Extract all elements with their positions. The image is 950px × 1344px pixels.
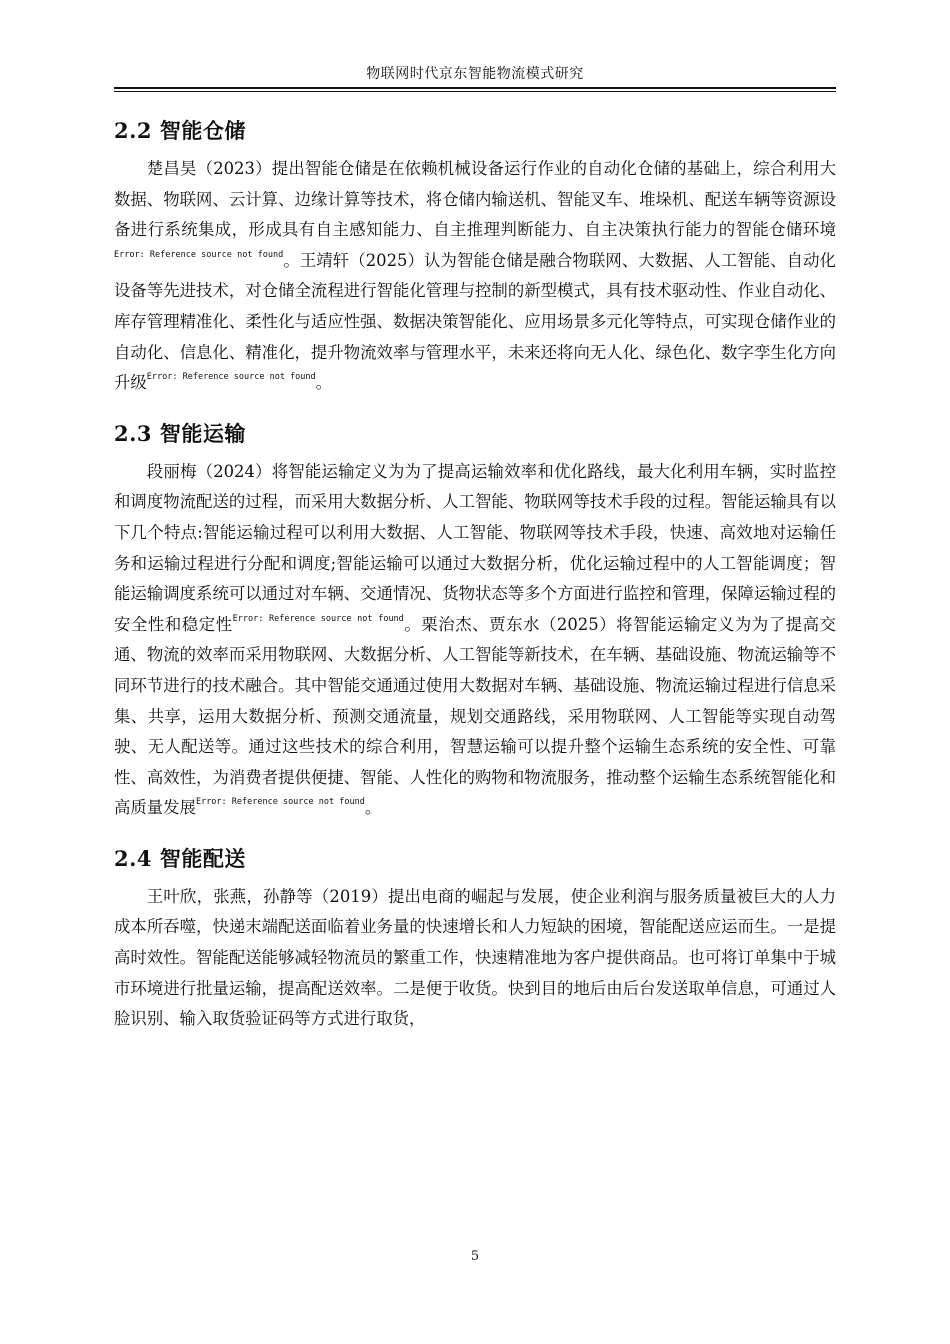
- section-heading: 2.4 智能配送: [114, 845, 246, 871]
- text-segment: 。: [315, 373, 333, 393]
- header-rule-thin: [114, 91, 836, 92]
- text-segment: 。王靖轩（2025）认为智能仓储是融合物联网、大数据、人工智能、自动化设备等先进技术，对仓储全流程进行智能化管理与控制的新型模式，具有技术驱动性、作业自动化、库存管理精准化、柔性化与适应性强、数据决策智能化、应用场景多元化等特点，可实现仓储作业的自动化、信息化、精准化，提升物流效率与管理水平，未来还将向无人化、绿色化、数字孪生化方向升级: [114, 250, 836, 393]
- text-segment: 。栗治杰、贾东水（2025）将智能运输定义为为了提高交通、物流的效率而采用物联网、大数据分析、人工智能等新技术，在车辆、基础设施、物流运输等不同环节进行的技术融合。其中智能交通通过使用大数据对车辆、基础设施、物流运输过程进行信息采集、共享，运用大数据分析、预测交通流量，规划交通路线，采用物联网、人工智能等实现自动驾驶、无人配送等。通过这些技术的综合利用，智慧运输可以提升整个运输生态系统的安全性、可靠性、高效性，为消费者提供便捷、智能、人性化的购物和物流服务，推动整个运输生态系统智能化和高质量发展: [114, 614, 836, 818]
- text-segment: 段丽梅（2024）将智能运输定义为为了提高运输效率和优化路线，最大化利用车辆，实时监控和调度物流配送的过程，而采用大数据分析、人工智能、物联网等技术手段的过程。智能运输具有以下几个特点:智能运输过程可以利用大数据、人工智能、物联网等技术手段，快速、高效地对运输任务和运输过程进行分配和调度;智能运输可以通过大数据分析，优化运输过程中的人工智能调度；智能运输调度系统可以通过对车辆、交通情况、货物状态等多个方面进行监控和管理，保障运输过程的安全性和稳定性: [114, 461, 836, 634]
- text-segment: 王叶欣，张燕，孙静等（2019）提出电商的崛起与发展，使企业利润与服务质量被巨大的人力成本所吞噬，快递末端配送面临着业务量的快速增长和人力短缺的困境，智能配送应运而生。一是提高时效性。智能配送能够减轻物流员的繁重工作，快速精准地为客户提供商品。也可将订单集中于城市环境进行批量运输，提高配送效率。二是便于收货。快到目的地后由后台发送取单信息，可通过人脸识别、输入取货验证码等方式进行取货，: [114, 886, 836, 1029]
- running-header: 物联网时代京东智能物流模式研究: [366, 66, 584, 82]
- page-content: [114, 108, 836, 1047]
- reference-error-marker: Error: Reference source not found: [232, 613, 404, 624]
- header-rule-thick: [114, 87, 836, 89]
- text-segment: 。: [364, 798, 382, 818]
- body-paragraph: [114, 154, 836, 399]
- section-heading: 2.2 智能仓储: [114, 118, 246, 143]
- section-heading: 2.3 智能运输: [114, 420, 246, 446]
- reference-error-marker: Error: Reference source not found: [146, 372, 316, 383]
- body-paragraph: [114, 457, 836, 824]
- reference-error-marker: Error: Reference source not found: [114, 249, 284, 260]
- text-segment: 楚昌昊（2023）提出智能仓储是在依赖机械设备运行作业的自动化仓储的基础上，综合利用大数据、物联网、云计算、边缘计算等技术，将仓储内输送机、智能叉车、堆垛机、配送车辆等资源设备进行系统集成，形成具有自主感知能力、自主推理判断能力、自主决策执行能力的智能仓储环境: [114, 159, 836, 240]
- body-paragraph: [114, 882, 836, 1035]
- reference-error-marker: Error: Reference source not found: [195, 797, 365, 808]
- page-number: 5: [470, 1249, 480, 1264]
